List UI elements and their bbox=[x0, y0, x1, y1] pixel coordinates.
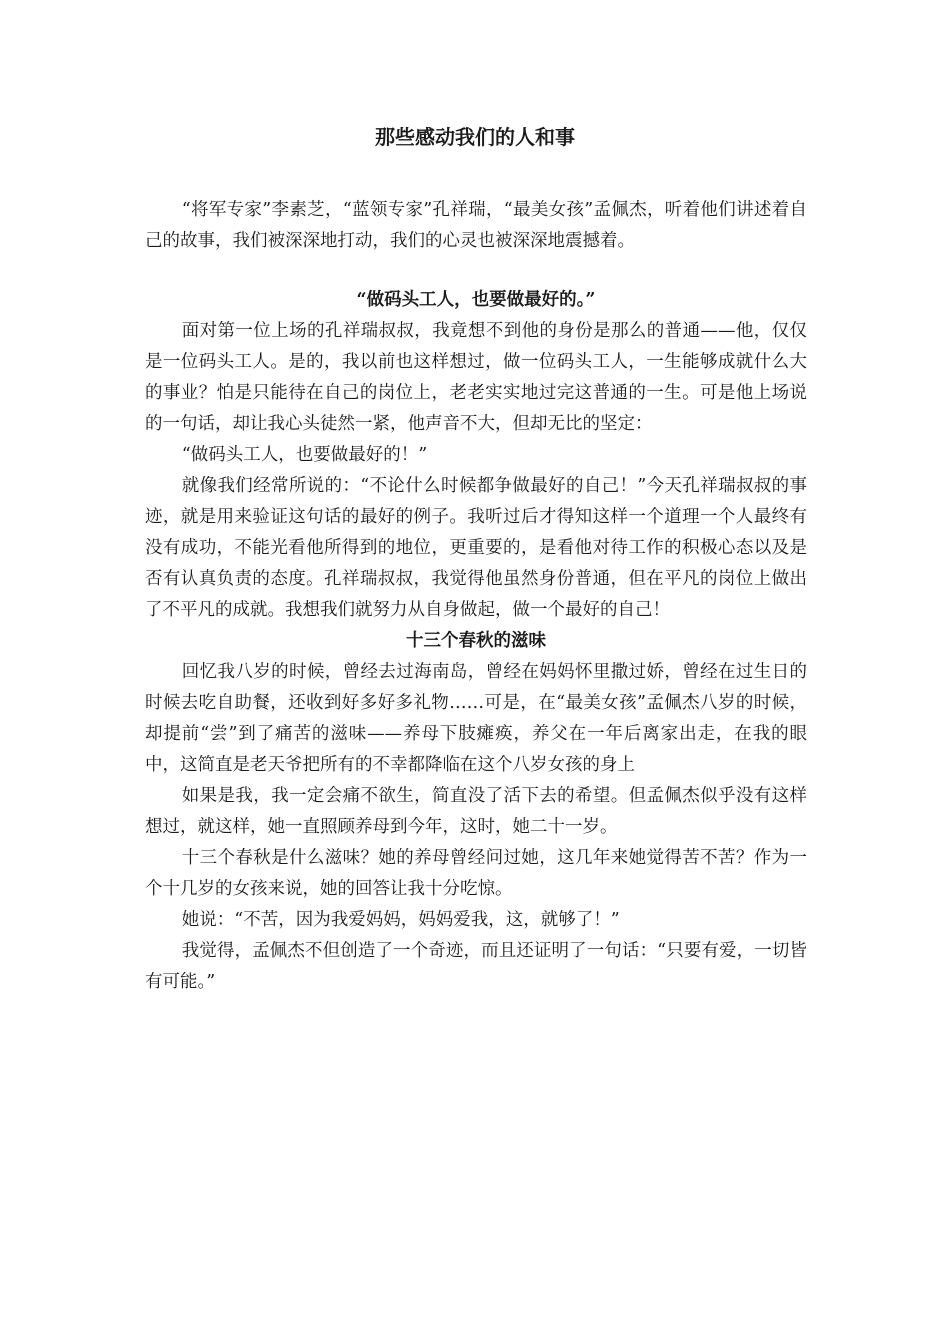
document-body bbox=[145, 195, 807, 998]
section1-paragraph-3: 就像我们经常所说的：“不论什么时候都争做最好的自己！”今天孔祥瑞叔叔的事迹，就是用来验证这句话的最好的例子。我听过后才得知这样一个道理一个人最终有没有成功，不能光看他所得到的地位，更重要的，是看他对待工作的积极心态以及是否有认真负责的态度。孔祥瑞叔叔，我觉得他虽然身份普通，但在平凡的岗位上做出了不平凡的成就。我想我们就努力从自身做起，做一个最好的自己！ bbox=[145, 476, 807, 620]
section2-paragraph-4: 她说：“不苦，因为我爱妈妈，妈妈爱我，这，就够了！” bbox=[181, 910, 620, 930]
section1-heading: “做码头工人，也要做最好的。” bbox=[356, 290, 596, 310]
section2-paragraph-1: 回忆我八岁的时候，曾经去过海南岛，曾经在妈妈怀里撒过娇，曾经在过生日的时候去吃自助餐，还收到好多好多礼物……可是，在“最美女孩”孟佩杰八岁的时候，却提前“尝”到了痛苦的滋味——养母下肢瘫痪，养父在一年后离家出走，在我的眼中，这简直是老天爷把所有的不幸都降临在这个八岁女孩的身上 bbox=[145, 662, 807, 775]
section1-paragraph-2: “做码头工人，也要做最好的！” bbox=[181, 445, 428, 465]
section2-paragraph-3: 十三个春秋是什么滋味？她的养母曾经问过她，这几年来她觉得苦不苦？作为一个十几岁的女孩来说，她的回答让我十分吃惊。 bbox=[145, 848, 807, 899]
section2-paragraph-5: 我觉得，孟佩杰不但创造了一个奇迹，而且还证明了一句话：“只要有爱，一切皆有可能。” bbox=[145, 941, 807, 992]
intro-paragraph: “将军专家”李素芝，“蓝领专家”孔祥瑞，“最美女孩”孟佩杰，听着他们讲述着自己的故事，我们被深深地打动，我们的心灵也被深深地震撼着。 bbox=[145, 200, 807, 251]
section1-paragraph-1: 面对第一位上场的孔祥瑞叔叔，我竟想不到他的身份是那么的普通——他，仅仅是一位码头工人。是的，我以前也这样想过，做一位码头工人，一生能够成就什么大的事业？怕是只能待在自己的岗位上，老老实实地过完这普通的一生。可是他上场说的一句话，却让我心头徒然一紧，他声音不大，但却无比的坚定： bbox=[145, 321, 807, 434]
section2-paragraph-2: 如果是我，我一定会痛不欲生，简直没了活下去的希望。但孟佩杰似乎没有这样想过，就这样，她一直照顾养母到今年，这时，她二十一岁。 bbox=[145, 786, 807, 837]
section2-heading: 十三个春秋的滋味 bbox=[406, 631, 546, 651]
spacer bbox=[145, 257, 807, 285]
document-title: 那些感动我们的人和事 bbox=[375, 125, 575, 149]
